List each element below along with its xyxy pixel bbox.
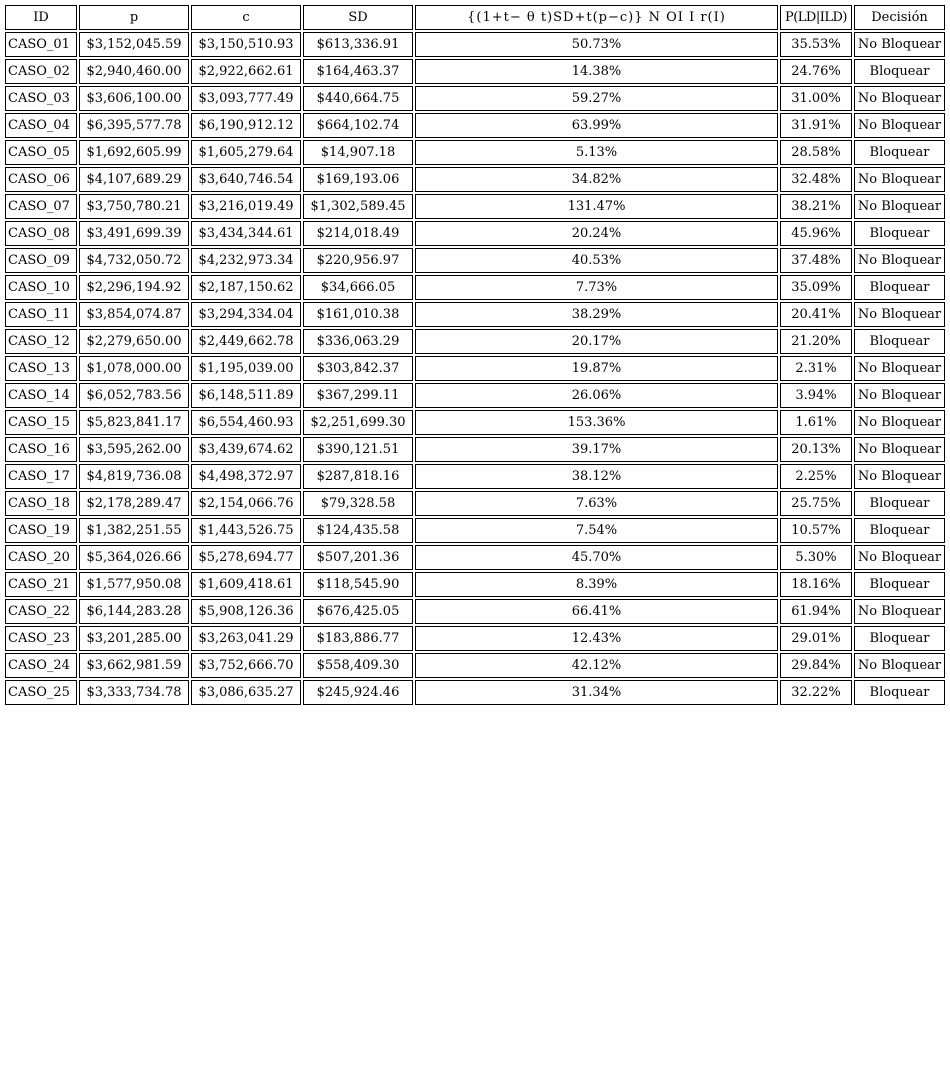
cell-decision: No Bloquear bbox=[854, 437, 945, 462]
cell-sd: $440,664.75 bbox=[303, 86, 413, 111]
cell-c: $1,443,526.75 bbox=[191, 518, 301, 543]
cell-c: $3,439,674.62 bbox=[191, 437, 301, 462]
cell-c: $5,908,126.36 bbox=[191, 599, 301, 624]
table-row bbox=[5, 86, 945, 111]
cell-c: $3,093,777.49 bbox=[191, 86, 301, 111]
cell-decision: No Bloquear bbox=[854, 113, 945, 138]
cell-decision: No Bloquear bbox=[854, 599, 945, 624]
cell-decision: No Bloquear bbox=[854, 167, 945, 192]
cell-c: $3,752,666.70 bbox=[191, 653, 301, 678]
table-row bbox=[5, 545, 945, 570]
cell-decision: Bloquear bbox=[854, 140, 945, 165]
cell-pld: 25.75% bbox=[780, 491, 852, 516]
cell-p: $5,823,841.17 bbox=[79, 410, 189, 435]
cell-p: $3,333,734.78 bbox=[79, 680, 189, 705]
cell-pld: 35.53% bbox=[780, 32, 852, 57]
cell-decision: Bloquear bbox=[854, 221, 945, 246]
cell-formula: 66.41% bbox=[415, 599, 778, 624]
cell-pld: 20.13% bbox=[780, 437, 852, 462]
cell-id: CASO_16 bbox=[5, 437, 77, 462]
cell-decision: No Bloquear bbox=[854, 86, 945, 111]
cell-decision: Bloquear bbox=[854, 59, 945, 84]
cell-p: $6,144,283.28 bbox=[79, 599, 189, 624]
cell-p: $3,854,074.87 bbox=[79, 302, 189, 327]
cell-formula: 12.43% bbox=[415, 626, 778, 651]
cell-formula: 59.27% bbox=[415, 86, 778, 111]
cell-formula: 31.34% bbox=[415, 680, 778, 705]
cell-id: CASO_18 bbox=[5, 491, 77, 516]
cell-sd: $34,666.05 bbox=[303, 275, 413, 300]
table-row bbox=[5, 356, 945, 381]
header-row bbox=[5, 5, 945, 30]
cell-sd: $214,018.49 bbox=[303, 221, 413, 246]
cell-c: $1,605,279.64 bbox=[191, 140, 301, 165]
cell-decision: Bloquear bbox=[854, 626, 945, 651]
cell-p: $2,296,194.92 bbox=[79, 275, 189, 300]
cell-decision: No Bloquear bbox=[854, 194, 945, 219]
cell-p: $5,364,026.66 bbox=[79, 545, 189, 570]
table-row bbox=[5, 572, 945, 597]
cell-pld: 18.16% bbox=[780, 572, 852, 597]
cell-id: CASO_20 bbox=[5, 545, 77, 570]
cell-formula: 153.36% bbox=[415, 410, 778, 435]
cell-p: $4,732,050.72 bbox=[79, 248, 189, 273]
cell-formula: 40.53% bbox=[415, 248, 778, 273]
cell-id: CASO_22 bbox=[5, 599, 77, 624]
cell-pld: 32.48% bbox=[780, 167, 852, 192]
cell-formula: 42.12% bbox=[415, 653, 778, 678]
cell-sd: $169,193.06 bbox=[303, 167, 413, 192]
table-row bbox=[5, 140, 945, 165]
cell-pld: 3.94% bbox=[780, 383, 852, 408]
cell-formula: 45.70% bbox=[415, 545, 778, 570]
table-row bbox=[5, 113, 945, 138]
cell-sd: $336,063.29 bbox=[303, 329, 413, 354]
cell-formula: 20.17% bbox=[415, 329, 778, 354]
cell-c: $1,195,039.00 bbox=[191, 356, 301, 381]
cell-pld: 37.48% bbox=[780, 248, 852, 273]
cell-pld: 45.96% bbox=[780, 221, 852, 246]
cell-decision: No Bloquear bbox=[854, 356, 945, 381]
cell-decision: No Bloquear bbox=[854, 32, 945, 57]
table-body bbox=[5, 32, 945, 705]
cell-id: CASO_04 bbox=[5, 113, 77, 138]
cell-decision: Bloquear bbox=[854, 329, 945, 354]
cell-c: $6,190,912.12 bbox=[191, 113, 301, 138]
cell-c: $6,554,460.93 bbox=[191, 410, 301, 435]
header-formula: {(1+t− θ t)SD+t(p−c)} N OI I r(I) bbox=[415, 5, 778, 30]
cell-p: $2,178,289.47 bbox=[79, 491, 189, 516]
cell-sd: $1,302,589.45 bbox=[303, 194, 413, 219]
cell-c: $3,086,635.27 bbox=[191, 680, 301, 705]
cell-pld: 35.09% bbox=[780, 275, 852, 300]
cell-decision: No Bloquear bbox=[854, 248, 945, 273]
cell-sd: $390,121.51 bbox=[303, 437, 413, 462]
cell-sd: $164,463.37 bbox=[303, 59, 413, 84]
cell-pld: 38.21% bbox=[780, 194, 852, 219]
header-p: p bbox=[79, 5, 189, 30]
cell-id: CASO_21 bbox=[5, 572, 77, 597]
table-row bbox=[5, 32, 945, 57]
cell-formula: 34.82% bbox=[415, 167, 778, 192]
cell-id: CASO_11 bbox=[5, 302, 77, 327]
cell-decision: Bloquear bbox=[854, 275, 945, 300]
header-decision: Decisión bbox=[854, 5, 945, 30]
cell-id: CASO_24 bbox=[5, 653, 77, 678]
cell-id: CASO_03 bbox=[5, 86, 77, 111]
cell-sd: $2,251,699.30 bbox=[303, 410, 413, 435]
cell-decision: Bloquear bbox=[854, 491, 945, 516]
cell-pld: 32.22% bbox=[780, 680, 852, 705]
cell-formula: 63.99% bbox=[415, 113, 778, 138]
cell-pld: 2.31% bbox=[780, 356, 852, 381]
cell-pld: 5.30% bbox=[780, 545, 852, 570]
cell-id: CASO_10 bbox=[5, 275, 77, 300]
cell-formula: 50.73% bbox=[415, 32, 778, 57]
cell-p: $3,662,981.59 bbox=[79, 653, 189, 678]
cases-table bbox=[3, 3, 947, 707]
cell-p: $3,595,262.00 bbox=[79, 437, 189, 462]
cell-formula: 19.87% bbox=[415, 356, 778, 381]
cell-id: CASO_05 bbox=[5, 140, 77, 165]
cell-decision: No Bloquear bbox=[854, 464, 945, 489]
cell-p: $4,819,736.08 bbox=[79, 464, 189, 489]
table-row bbox=[5, 275, 945, 300]
cell-sd: $613,336.91 bbox=[303, 32, 413, 57]
cell-sd: $79,328.58 bbox=[303, 491, 413, 516]
cell-pld: 21.20% bbox=[780, 329, 852, 354]
table-row bbox=[5, 248, 945, 273]
cell-formula: 8.39% bbox=[415, 572, 778, 597]
cell-decision: No Bloquear bbox=[854, 545, 945, 570]
cell-pld: 31.00% bbox=[780, 86, 852, 111]
cell-c: $3,434,344.61 bbox=[191, 221, 301, 246]
cell-id: CASO_06 bbox=[5, 167, 77, 192]
table-row bbox=[5, 518, 945, 543]
cell-id: CASO_15 bbox=[5, 410, 77, 435]
cell-decision: No Bloquear bbox=[854, 383, 945, 408]
cell-c: $6,148,511.89 bbox=[191, 383, 301, 408]
table-row bbox=[5, 626, 945, 651]
cell-p: $6,395,577.78 bbox=[79, 113, 189, 138]
cell-sd: $287,818.16 bbox=[303, 464, 413, 489]
cell-pld: 31.91% bbox=[780, 113, 852, 138]
cell-sd: $161,010.38 bbox=[303, 302, 413, 327]
cell-p: $4,107,689.29 bbox=[79, 167, 189, 192]
cell-c: $3,150,510.93 bbox=[191, 32, 301, 57]
cell-decision: Bloquear bbox=[854, 518, 945, 543]
cell-sd: $676,425.05 bbox=[303, 599, 413, 624]
cell-id: CASO_08 bbox=[5, 221, 77, 246]
cell-sd: $14,907.18 bbox=[303, 140, 413, 165]
cell-sd: $118,545.90 bbox=[303, 572, 413, 597]
cell-formula: 26.06% bbox=[415, 383, 778, 408]
cell-c: $3,216,019.49 bbox=[191, 194, 301, 219]
cell-decision: Bloquear bbox=[854, 680, 945, 705]
cell-formula: 14.38% bbox=[415, 59, 778, 84]
cell-p: $3,750,780.21 bbox=[79, 194, 189, 219]
cell-formula: 38.12% bbox=[415, 464, 778, 489]
table-row bbox=[5, 599, 945, 624]
cell-c: $3,640,746.54 bbox=[191, 167, 301, 192]
cell-c: $3,263,041.29 bbox=[191, 626, 301, 651]
cell-c: $4,232,973.34 bbox=[191, 248, 301, 273]
cell-c: $2,922,662.61 bbox=[191, 59, 301, 84]
cell-id: CASO_01 bbox=[5, 32, 77, 57]
cell-p: $6,052,783.56 bbox=[79, 383, 189, 408]
table-row bbox=[5, 383, 945, 408]
table-row bbox=[5, 59, 945, 84]
cell-sd: $507,201.36 bbox=[303, 545, 413, 570]
table-row bbox=[5, 302, 945, 327]
cell-sd: $245,924.46 bbox=[303, 680, 413, 705]
cell-c: $2,154,066.76 bbox=[191, 491, 301, 516]
table-row bbox=[5, 194, 945, 219]
cell-p: $1,382,251.55 bbox=[79, 518, 189, 543]
header-id: ID bbox=[5, 5, 77, 30]
table-row bbox=[5, 653, 945, 678]
cell-id: CASO_17 bbox=[5, 464, 77, 489]
cell-pld: 29.84% bbox=[780, 653, 852, 678]
cell-pld: 10.57% bbox=[780, 518, 852, 543]
cell-sd: $558,409.30 bbox=[303, 653, 413, 678]
cell-id: CASO_14 bbox=[5, 383, 77, 408]
cell-p: $1,577,950.08 bbox=[79, 572, 189, 597]
cell-p: $3,491,699.39 bbox=[79, 221, 189, 246]
cell-p: $2,940,460.00 bbox=[79, 59, 189, 84]
cell-p: $3,606,100.00 bbox=[79, 86, 189, 111]
table-row bbox=[5, 680, 945, 705]
cell-decision: No Bloquear bbox=[854, 410, 945, 435]
table-row bbox=[5, 167, 945, 192]
cell-id: CASO_23 bbox=[5, 626, 77, 651]
cell-p: $2,279,650.00 bbox=[79, 329, 189, 354]
cell-sd: $367,299.11 bbox=[303, 383, 413, 408]
cell-pld: 1.61% bbox=[780, 410, 852, 435]
cell-c: $2,449,662.78 bbox=[191, 329, 301, 354]
table-row bbox=[5, 221, 945, 246]
cell-formula: 7.54% bbox=[415, 518, 778, 543]
cell-pld: 20.41% bbox=[780, 302, 852, 327]
cell-p: $3,201,285.00 bbox=[79, 626, 189, 651]
cell-p: $1,692,605.99 bbox=[79, 140, 189, 165]
table-row bbox=[5, 491, 945, 516]
cell-id: CASO_19 bbox=[5, 518, 77, 543]
table-row bbox=[5, 329, 945, 354]
table-header bbox=[5, 5, 945, 30]
cell-formula: 39.17% bbox=[415, 437, 778, 462]
cell-formula: 7.63% bbox=[415, 491, 778, 516]
table-row bbox=[5, 410, 945, 435]
cell-formula: 5.13% bbox=[415, 140, 778, 165]
table-row bbox=[5, 437, 945, 462]
header-pld: P(LD|ILD) bbox=[780, 5, 852, 30]
cell-decision: No Bloquear bbox=[854, 653, 945, 678]
cell-p: $1,078,000.00 bbox=[79, 356, 189, 381]
cell-c: $2,187,150.62 bbox=[191, 275, 301, 300]
cell-formula: 38.29% bbox=[415, 302, 778, 327]
cell-pld: 24.76% bbox=[780, 59, 852, 84]
cell-id: CASO_07 bbox=[5, 194, 77, 219]
cell-formula: 7.73% bbox=[415, 275, 778, 300]
cell-c: $1,609,418.61 bbox=[191, 572, 301, 597]
cell-sd: $220,956.97 bbox=[303, 248, 413, 273]
cell-p: $3,152,045.59 bbox=[79, 32, 189, 57]
cell-id: CASO_25 bbox=[5, 680, 77, 705]
cell-pld: 29.01% bbox=[780, 626, 852, 651]
cell-id: CASO_09 bbox=[5, 248, 77, 273]
cell-id: CASO_13 bbox=[5, 356, 77, 381]
cell-id: CASO_02 bbox=[5, 59, 77, 84]
cell-sd: $183,886.77 bbox=[303, 626, 413, 651]
cell-formula: 20.24% bbox=[415, 221, 778, 246]
table-row bbox=[5, 464, 945, 489]
cell-c: $3,294,334.04 bbox=[191, 302, 301, 327]
cell-decision: No Bloquear bbox=[854, 302, 945, 327]
header-c: c bbox=[191, 5, 301, 30]
cell-pld: 2.25% bbox=[780, 464, 852, 489]
cell-sd: $303,842.37 bbox=[303, 356, 413, 381]
cell-sd: $124,435.58 bbox=[303, 518, 413, 543]
cell-pld: 28.58% bbox=[780, 140, 852, 165]
cell-decision: Bloquear bbox=[854, 572, 945, 597]
header-sd: SD bbox=[303, 5, 413, 30]
cell-pld: 61.94% bbox=[780, 599, 852, 624]
cell-id: CASO_12 bbox=[5, 329, 77, 354]
cell-formula: 131.47% bbox=[415, 194, 778, 219]
cell-c: $4,498,372.97 bbox=[191, 464, 301, 489]
cell-c: $5,278,694.77 bbox=[191, 545, 301, 570]
cell-sd: $664,102.74 bbox=[303, 113, 413, 138]
